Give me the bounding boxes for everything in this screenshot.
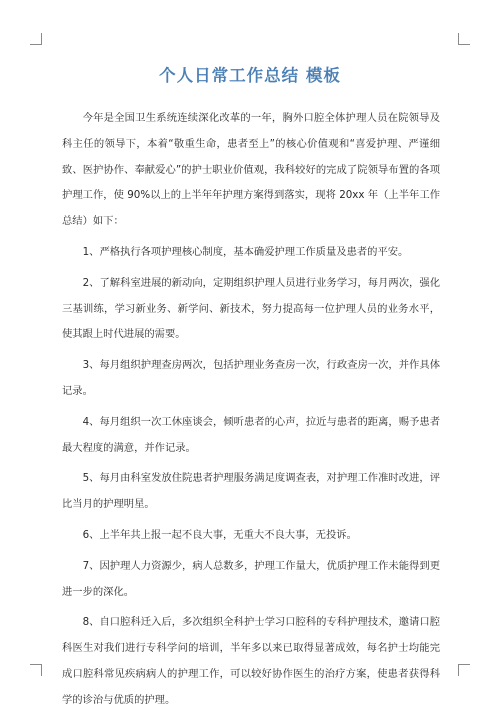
item-paragraph-1: 1、严格执行各项护理核心制度，基本确爱护理工作质量及患者的平安。	[82, 245, 409, 258]
crop-mark-bottom-left	[30, 664, 42, 676]
item-paragraph-3: 3、每月组织护理查房两次，包括护理业务查房一次，行政查房一次，并作具体记录。	[62, 359, 440, 397]
item-paragraph-5: 5、每月由科室发放住院患者护理服务满足度调查表，对护理工作准时改进，评比当月的护理明星。	[62, 472, 440, 511]
crop-mark-top-left	[30, 33, 42, 45]
item-paragraph-4: 4、每月组织一次工休座谈会，倾听患者的心声，拉近与患者的距离，赐予患者最大程度的满意，并作记录。	[62, 415, 440, 454]
crop-mark-top-right	[458, 33, 470, 45]
document-body	[62, 106, 440, 719]
document-title: 个人日常工作总结 模板	[159, 66, 341, 85]
item-paragraph-8: 8、自口腔科迁入后，多次组织全科护士学习口腔科的专科护理技术，邀请口腔科医生对我们进行专科学问的培训，半年多以来已取得显著成效，每名护士均能完成口腔科常见疾病病人的护理工作，可以较好协作医生的治疗方案，使患者获得科学的诊治与优质的护理。	[62, 616, 440, 706]
item-paragraph-7: 7、因护理人力资源少，病人总数多，护理工作量大，优质护理工作未能得到更进一步的深化。	[62, 559, 440, 598]
item-paragraph-6: 6、上半年共上报一起不良大事，无重大不良大事，无投诉。	[82, 528, 357, 541]
item-paragraph-2: 2、了解科室进展的新动向，定期组织护理人员进行业务学习，每月两次，强化三基训练，学习新业务、新学问、新技术，努力提高每一位护理人员的业务水平，使其跟上时代进展的需要。	[62, 276, 440, 341]
crop-mark-bottom-right	[458, 664, 470, 676]
intro-paragraph: 今年是全国卫生系统连续深化改革的一年，胸外口腔全体护理人员在院领导及科主任的领导下，本着“敬重生命，患者至上”的核心价值观和“喜爱护理、严谨细致、医护协作、奉献爱心”的护士职业价值观，我科较好的完成了院领导布置的各项护理工作，使 90%以上的上半年年护理方案得到落实，现将 20xx 年（上半年工作总结）如下：	[62, 112, 440, 228]
